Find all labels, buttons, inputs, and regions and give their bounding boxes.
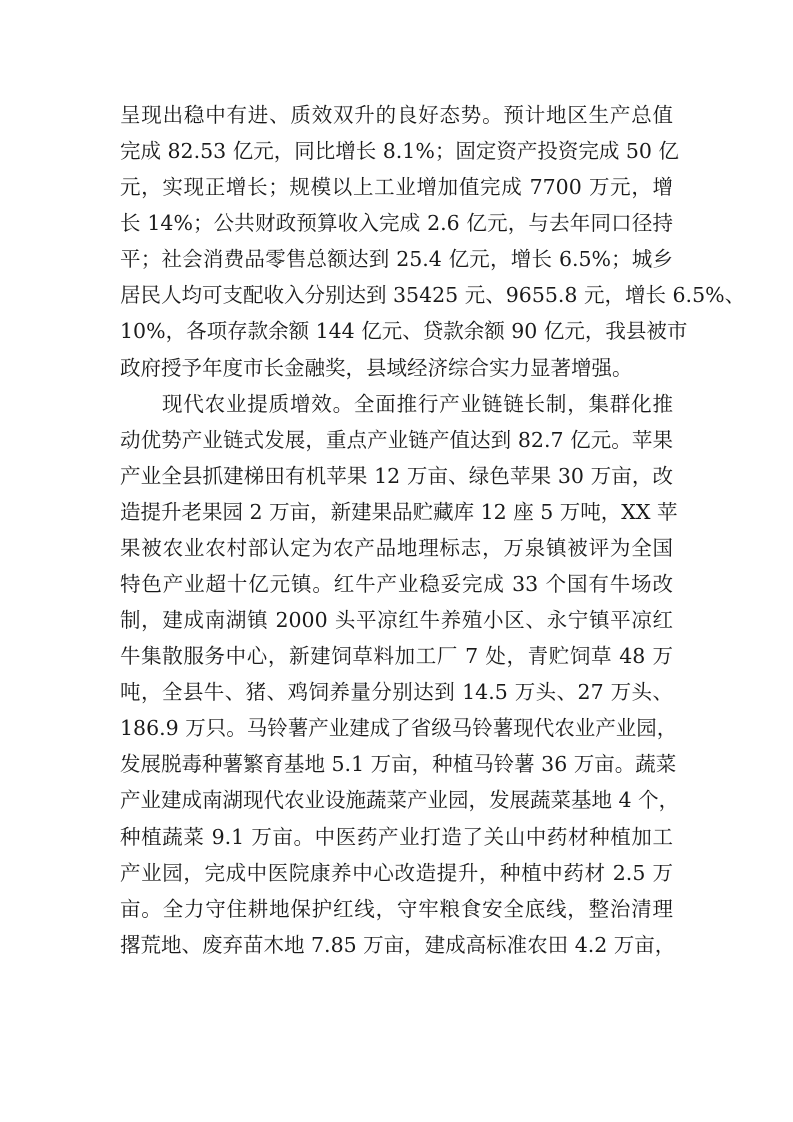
text-line: 呈现出稳中有进、质效双升的良好态势。预计地区生产总值	[120, 103, 673, 127]
text-line: 制，建成南湖镇 2000 头平凉红牛养殖小区、永宁镇平凉红	[120, 608, 673, 633]
text-line: 吨，全县牛、猪、鸡饲养量分别达到 14.5 万头、27 万头、	[120, 680, 673, 705]
paragraph-modern-agriculture	[120, 389, 680, 1002]
text-line: 产业全县抓建梯田有机苹果 12 万亩、绿色苹果 30 万亩，改	[120, 463, 673, 488]
text-line: 造提升老果园 2 万亩，新建果品贮藏库 12 座 5 万吨，XX 苹	[120, 499, 678, 524]
text-line: 发展脱毒种薯繁育基地 5.1 万亩，种植马铃薯 36 万亩。蔬菜	[120, 752, 677, 777]
text-line: 平；社会消费品零售总额达到 25.4 亿元，增长 6.5%；城乡	[120, 247, 673, 272]
text-line: 种植蔬菜 9.1 万亩。中医药产业打造了关山中药材种植加工	[120, 824, 673, 849]
text-line: 亩。全力守住耕地保护红线，守牢粮食安全底线，整治清理	[120, 896, 673, 921]
text-line: 居民人均可支配收入分别达到 35425 元、9655.8 元，增长 6.5%、	[120, 283, 746, 308]
text-line: 果被农业农村部认定为农产品地理标志，万泉镇被评为全国	[120, 535, 673, 560]
text-line: 产业建成南湖现代农业设施蔬菜产业园，发展蔬菜基地 4 个，	[120, 788, 680, 813]
text-line: 产业园，完成中医院康养中心改造提升，种植中药材 2.5 万	[120, 860, 673, 885]
text-line: 撂荒地、废弃苗木地 7.85 万亩，建成高标准农田 4.2 万亩，	[120, 932, 676, 957]
text-line: 动优势产业链式发展，重点产业链产值达到 82.7 亿元。苹果	[120, 427, 673, 452]
body-text	[120, 100, 746, 1002]
text-line: 完成 82.53 亿元，同比增长 8.1%；固定资产投资完成 50 亿	[120, 139, 679, 164]
text-line: 长 14%；公共财政预算收入完成 2.6 亿元，与去年同口径持	[120, 211, 673, 236]
text-line: 元，实现正增长；规模以上工业增加值完成 7700 万元，增	[120, 175, 673, 200]
text-line: 186.9 万只。马铃薯产业建成了省级马铃薯现代农业产业园，	[120, 716, 678, 741]
text-line: 10%，各项存款余额 144 亿元、贷款余额 90 亿元，我县被市	[120, 319, 688, 344]
text-line: 政府授予年度市长金融奖，县域经济综合实力显著增强。	[120, 355, 633, 380]
text-line: 现代农业提质增效。全面推行产业链链长制，集群化推	[162, 391, 673, 416]
paragraph-economy-summary	[120, 100, 746, 389]
text-line: 牛集散服务中心，新建饲草料加工厂 7 处，青贮饲草 48 万	[120, 644, 673, 669]
text-line	[120, 966, 673, 1002]
text-line: 特色产业超十亿元镇。红牛产业稳妥完成 33 个国有牛场改	[120, 572, 673, 597]
